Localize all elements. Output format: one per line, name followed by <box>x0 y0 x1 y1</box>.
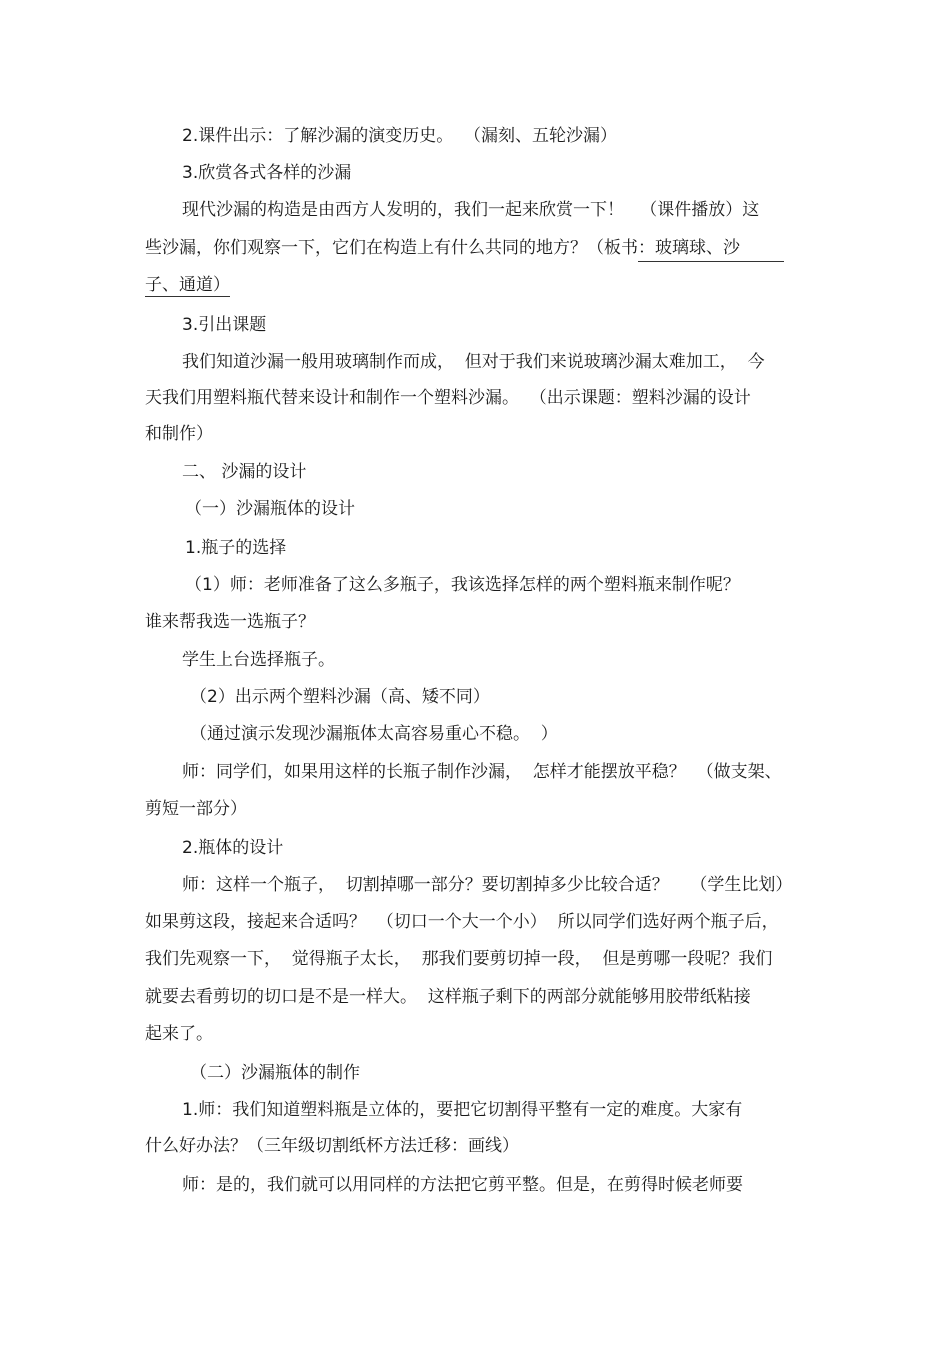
text-line <box>145 273 230 297</box>
text-line: 2.课件出示：了解沙漏的演变历史。 （漏刻、五轮沙漏） <box>182 126 618 146</box>
underlined-text: ：玻璃球、沙 <box>638 236 784 262</box>
section-heading: （二）沙漏瓶体的制作 <box>190 1063 360 1083</box>
text-line: 3.欣赏各式各样的沙漏 <box>182 163 352 183</box>
text-line: 师：是的，我们就可以用同样的方法把它剪平整。但是，在剪得时候老师要 <box>182 1175 743 1195</box>
text-line: 起来了。 <box>145 1024 213 1044</box>
text-line: 现代沙漏的构造是由西方人发明的，我们一起来欣赏一下！ （课件播放）这 <box>182 200 760 220</box>
text-line: 什么好办法？（三年级切割纸杯方法迁移：画线） <box>145 1136 519 1156</box>
text-line: 就要去看剪切的切口是不是一样大。 这样瓶子剩下的两部分就能够用胶带纸粘接 <box>145 987 751 1007</box>
underlined-text: 子、通道） <box>145 275 230 295</box>
text-line: （通过演示发现沙漏瓶体太高容易重心不稳。 ） <box>190 724 558 744</box>
text-line: （2）出示两个塑料沙漏（高、矮不同） <box>190 687 490 707</box>
text-line: 如果剪这段，接起来合适吗？ （切口一个大一个小） 所以同学们选好两个瓶子后， <box>145 912 779 932</box>
text-line: 剪短一部分） <box>145 799 247 819</box>
section-heading: （一）沙漏瓶体的设计 <box>185 499 355 519</box>
section-heading: 2.瓶体的设计 <box>182 838 284 858</box>
text-line: 和制作） <box>145 424 213 444</box>
text-line: 天我们用塑料瓶代替来设计和制作一个塑料沙漏。 （出示课题：塑料沙漏的设计 <box>145 388 751 408</box>
text-line: 师：同学们，如果用这样的长瓶子制作沙漏， 怎样才能摆放平稳？ （做支架、 <box>182 762 782 782</box>
text-line: 我们先观察一下， 觉得瓶子太长， 那我们要剪切掉一段， 但是剪哪一段呢？我们 <box>145 949 773 969</box>
section-heading: 1.瓶子的选择 <box>185 538 287 558</box>
section-heading: 3.引出课题 <box>182 315 267 335</box>
text-line: 1.师：我们知道塑料瓶是立体的，要把它切割得平整有一定的难度。大家有 <box>182 1100 743 1120</box>
text-line <box>145 236 784 262</box>
text-line: 学生上台选择瓶子。 <box>182 650 335 670</box>
text-line: 师：这样一个瓶子， 切割掉哪一部分？要切割掉多少比较合适？ （学生比划） <box>182 875 793 895</box>
text-line: 我们知道沙漏一般用玻璃制作而成， 但对于我们来说玻璃沙漏太难加工， 今 <box>182 352 765 372</box>
text-line: 谁来帮我选一选瓶子？ <box>145 612 315 632</box>
text-line: （1）师：老师准备了这么多瓶子，我该选择怎样的两个塑料瓶来制作呢？ <box>185 575 740 595</box>
text-span: 些沙漏，你们观察一下，它们在构造上有什么共同的地方？（板书 <box>145 238 638 258</box>
section-heading: 二、 沙漏的设计 <box>182 462 307 482</box>
